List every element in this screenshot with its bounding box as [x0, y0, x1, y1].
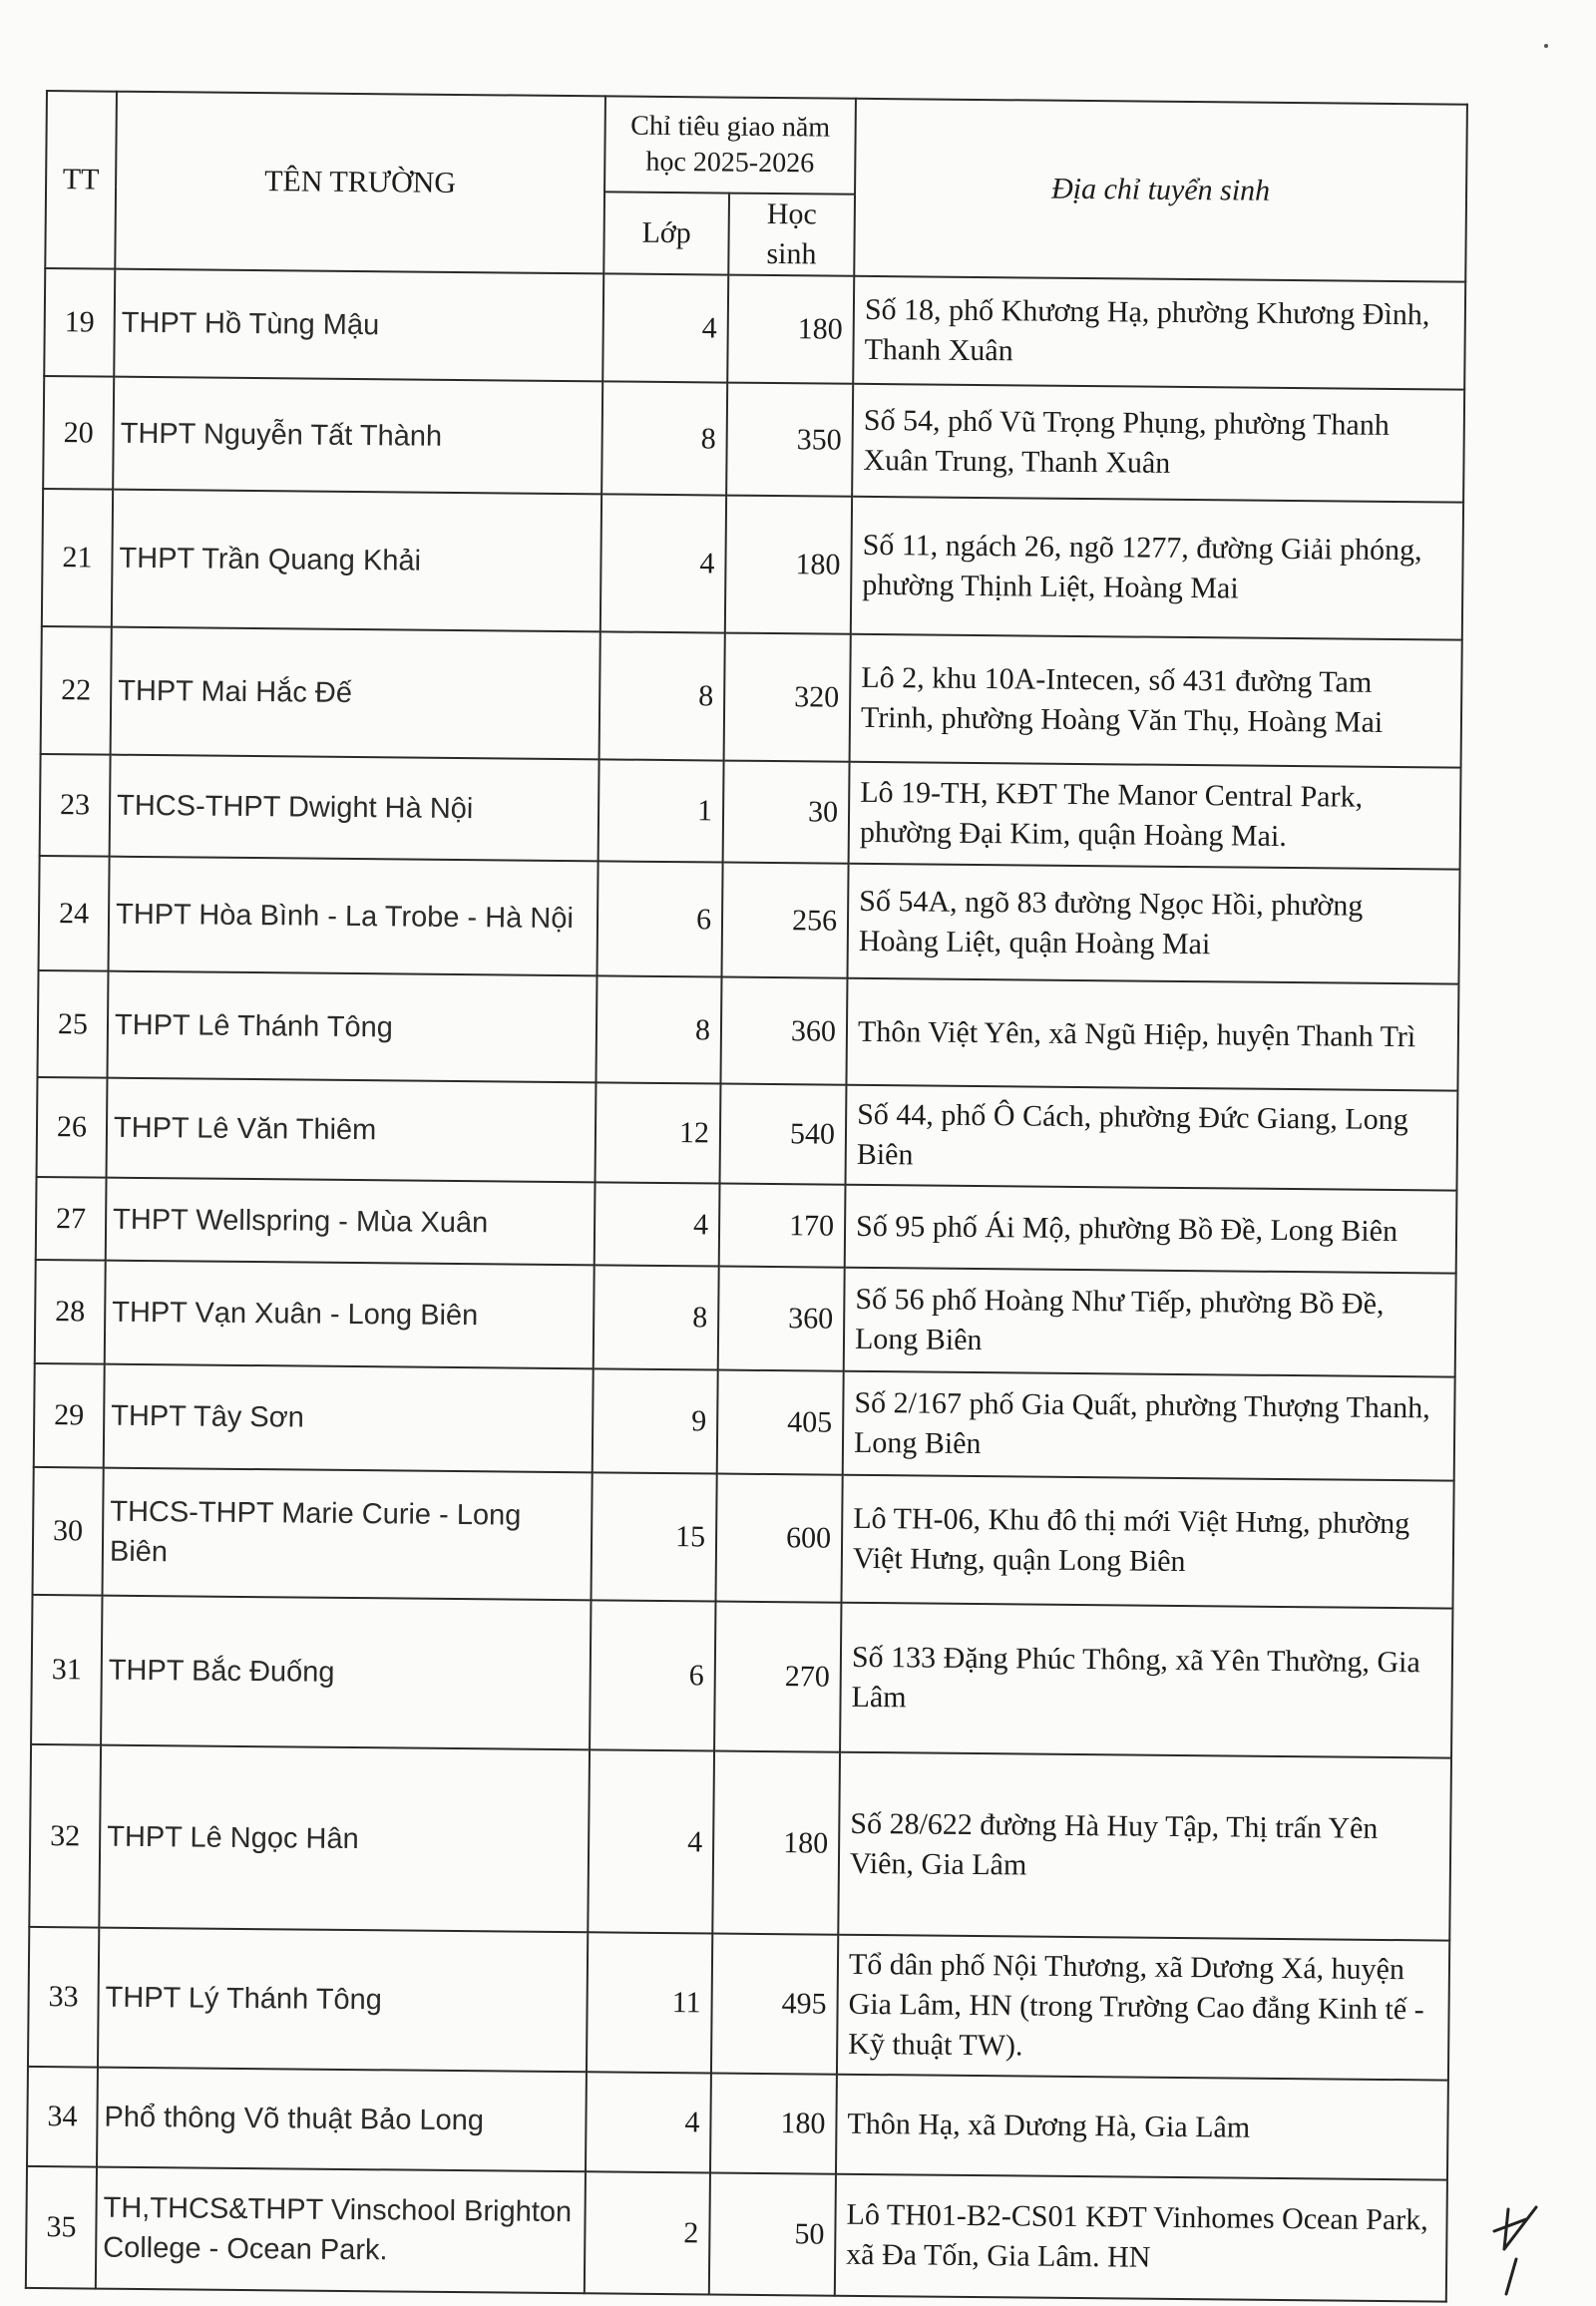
handwritten-initial-mark [1486, 2189, 1556, 2299]
admission-quota-table [25, 90, 1468, 2303]
class-count: 2 [585, 2171, 710, 2294]
admission-address: Lô TH01-B2-CS01 KĐT Vinhomes Ocean Park, xã Đa Tốn, Gia Lâm. HN [835, 2174, 1447, 2302]
header-quota: Chỉ tiêu giao năm học 2025-2026 [604, 96, 856, 193]
class-count: 8 [594, 1265, 719, 1369]
student-count: 495 [711, 1934, 838, 2075]
school-name: THPT Bắc Đuống [101, 1596, 591, 1750]
class-count: 8 [601, 381, 727, 495]
admission-address: Số 18, phố Khương Hạ, phường Khương Đình, Thanh Xuân [853, 276, 1465, 390]
admission-address: Lô 2, khu 10A-Intecen, số 431 đường Tam Trinh, phường Hoàng Văn Thụ, Hoàng Mai [850, 634, 1462, 768]
school-name: THPT Hòa Bình - La Trobe - Hà Nội [109, 857, 598, 976]
table-row [39, 856, 1460, 984]
table-row [34, 1363, 1455, 1481]
student-count: 270 [714, 1602, 841, 1752]
student-count: 256 [721, 863, 848, 978]
admission-address: Lô TH-06, Khu đô thị mới Việt Hưng, phường Việt Hưng, quận Long Biên [841, 1475, 1453, 1609]
school-name: THPT Mai Hắc Đế [111, 627, 600, 760]
row-number: 27 [36, 1177, 107, 1261]
student-count: 180 [710, 2073, 837, 2173]
row-number: 19 [44, 268, 115, 377]
row-number: 29 [34, 1363, 105, 1468]
class-count: 11 [587, 1932, 712, 2073]
table-row [37, 1077, 1458, 1191]
admission-address: Thôn Việt Yên, xã Ngũ Hiệp, huyện Thanh Trì [846, 978, 1458, 1091]
class-count: 4 [588, 1749, 714, 1933]
table-row [44, 268, 1465, 390]
admission-address: Số 2/167 phố Gia Quất, phường Thượng Thanh, Long Biên [843, 1371, 1455, 1481]
class-count: 4 [586, 2072, 711, 2172]
row-number: 23 [40, 754, 111, 857]
class-count: 6 [590, 1600, 715, 1750]
admission-address: Số 133 Đặng Phúc Thông, xã Yên Thường, Gia Lâm [840, 1603, 1452, 1758]
student-count: 180 [712, 1751, 840, 1935]
table-row [27, 2067, 1448, 2180]
admission-address: Số 54A, ngõ 83 đường Ngọc Hồi, phường Hoàng Liệt, quận Hoàng Mai [848, 864, 1460, 984]
header-classes: Lớp [603, 192, 729, 274]
admission-address: Số 54, phố Vũ Trọng Phụng, phường Thanh Xuân Trung, Thanh Xuân [852, 384, 1464, 503]
class-count: 15 [591, 1472, 716, 1601]
table-row [33, 1467, 1454, 1609]
table-row [29, 1744, 1451, 1941]
table-row [43, 376, 1464, 503]
class-count: 4 [595, 1182, 720, 1266]
row-number: 26 [37, 1077, 108, 1178]
admission-address: Số 28/622 đường Hà Huy Tập, Thị trấn Yên Viên, Gia Lâm [838, 1752, 1451, 1941]
class-count: 9 [593, 1368, 718, 1473]
admission-address: Số 11, ngách 26, ngõ 1277, đường Giải phóng, phường Thịnh Liệt, Hoàng Mai [851, 497, 1463, 640]
school-name: THPT Lê Thánh Tông [107, 971, 597, 1083]
student-count: 320 [724, 633, 851, 762]
school-name: THCS-THPT Dwight Hà Nội [110, 755, 599, 862]
row-number: 30 [33, 1467, 104, 1596]
table-row [35, 1260, 1456, 1377]
row-number: 25 [37, 970, 108, 1078]
table-row [36, 1177, 1457, 1274]
class-count: 12 [596, 1082, 721, 1183]
student-count: 540 [720, 1084, 847, 1185]
student-count: 360 [720, 977, 847, 1085]
row-number: 35 [26, 2166, 97, 2289]
table-row [40, 754, 1461, 870]
scan-speck [1544, 44, 1548, 48]
table-row [28, 1927, 1449, 2081]
class-count: 6 [597, 861, 722, 976]
student-count: 180 [725, 496, 852, 634]
admission-address: Số 95 phố Ái Mộ, phường Bồ Đề, Long Biên [845, 1185, 1457, 1274]
admission-address: Số 56 phố Hoàng Như Tiếp, phường Bồ Đề, Long Biên [844, 1268, 1456, 1377]
school-name: THPT Vạn Xuân - Long Biên [105, 1261, 595, 1369]
table-row [31, 1595, 1452, 1758]
row-number: 24 [39, 856, 110, 971]
class-count: 1 [598, 759, 724, 862]
school-name: TH,THCS&THPT Vinschool Brighton College - Ocean Park. [96, 2167, 586, 2294]
row-number: 31 [31, 1595, 102, 1745]
school-name: THCS-THPT Marie Curie - Long Biên [103, 1468, 593, 1601]
class-count: 8 [596, 975, 721, 1083]
school-name: THPT Lý Thánh Tông [98, 1928, 588, 2073]
class-count: 8 [599, 631, 725, 760]
school-name: THPT Hồ Tùng Mậu [114, 269, 603, 382]
row-number: 32 [29, 1744, 101, 1928]
table-row [26, 2166, 1447, 2302]
student-count: 600 [715, 1474, 842, 1603]
student-count: 405 [717, 1370, 844, 1475]
student-count: 170 [719, 1184, 846, 1268]
admission-address: Thôn Hạ, xã Dương Hà, Gia Lâm [836, 2075, 1448, 2180]
class-count: 4 [602, 273, 728, 382]
table-body [26, 268, 1465, 2302]
header-school-name: TÊN TRƯỜNG [115, 92, 605, 274]
student-count: 30 [723, 761, 850, 864]
table-row [37, 970, 1458, 1091]
student-count: 350 [726, 383, 853, 497]
school-name: THPT Wellspring - Mùa Xuân [106, 1178, 596, 1266]
header-address: Địa chỉ tuyển sinh [854, 99, 1467, 282]
header-tt: TT [45, 91, 117, 269]
admission-address: Số 44, phố Ô Cách, phường Đức Giang, Long Biên [846, 1085, 1458, 1191]
school-name: THPT Lê Văn Thiêm [107, 1078, 597, 1183]
school-name: Phổ thông Võ thuật Bảo Long [97, 2068, 587, 2172]
row-number: 34 [27, 2067, 98, 2167]
school-name: THPT Lê Ngọc Hân [99, 1745, 590, 1933]
school-name: THPT Tây Sơn [104, 1364, 594, 1473]
row-number: 21 [42, 489, 113, 627]
row-number: 22 [41, 626, 112, 755]
admission-address: Lô 19-TH, KĐT The Manor Central Park, phường Đại Kim, quận Hoàng Mai. [849, 762, 1461, 870]
school-name: THPT Trần Quang Khải [112, 490, 601, 632]
row-number: 28 [35, 1260, 106, 1364]
table-row [41, 626, 1462, 768]
student-count: 360 [718, 1267, 845, 1371]
student-count: 50 [709, 2172, 836, 2295]
row-number: 20 [43, 376, 114, 490]
header-students: Học sinh [728, 193, 855, 276]
admission-address: Tổ dân phố Nội Thương, xã Dương Xá, huyện Gia Lâm, HN (trong Trường Cao đẳng Kinh tế - Kỹ thuật TW). [837, 1935, 1449, 2081]
student-count: 180 [727, 275, 854, 384]
table-row [42, 489, 1463, 640]
school-name: THPT Nguyễn Tất Thành [113, 377, 602, 495]
row-number: 33 [28, 1927, 99, 2068]
class-count: 4 [600, 494, 726, 632]
